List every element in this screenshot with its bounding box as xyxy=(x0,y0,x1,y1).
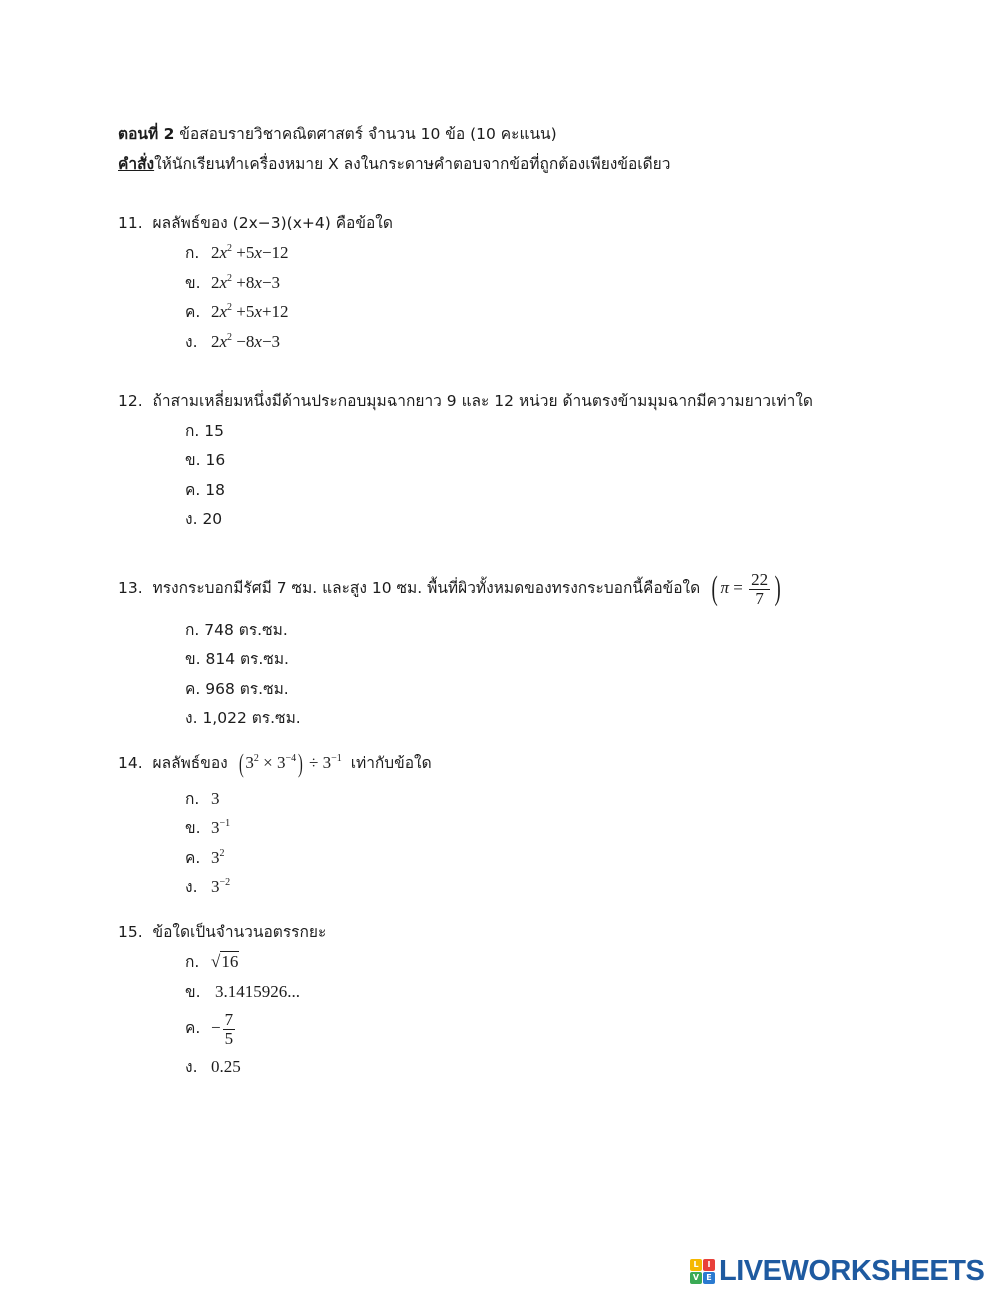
choice-label: ข. xyxy=(185,650,201,668)
choice-15-a[interactable] xyxy=(185,952,239,972)
choice-value: 20 xyxy=(202,510,223,528)
choice-label: ข. xyxy=(185,983,201,1001)
choice-label: ง. xyxy=(185,709,198,727)
question-number: 11. xyxy=(118,214,143,232)
choice-value: 1,022 ตร.ซม. xyxy=(202,709,301,727)
choice-11-b[interactable] xyxy=(185,273,280,293)
choice-label: ก. xyxy=(185,621,200,639)
power-expression: ( $3^2 \times 3^{-4}) \div 3^{-1}$ xyxy=(238,749,342,779)
choice-expression: 0.25 xyxy=(211,1057,241,1076)
choice-value: 814 ตร.ซม. xyxy=(205,650,289,668)
question-text-before: ผลลัพธ์ของ xyxy=(152,754,228,772)
question-number: 14. xyxy=(118,754,143,772)
choice-label: ค. xyxy=(185,680,201,698)
part-label: ตอนที่ 2 xyxy=(118,125,175,143)
choice-label: ค. xyxy=(185,481,201,499)
choice-13-c[interactable] xyxy=(185,679,289,699)
question-12 xyxy=(118,391,813,411)
choice-14-d[interactable] xyxy=(185,877,230,897)
choice-expression: $2x^2 +8x-3$ xyxy=(211,273,281,292)
choice-expression: $2x^2 -8x-3$ xyxy=(211,332,281,351)
question-text-after: เท่ากับข้อใด xyxy=(350,754,432,772)
choice-expression: $2x^2 +5x+12$ xyxy=(211,302,289,321)
question-15 xyxy=(118,922,326,942)
choice-value: 15 xyxy=(204,422,224,440)
choice-label: ค. xyxy=(185,1019,201,1037)
choice-label: ง. xyxy=(185,1058,198,1076)
choice-expression: 3 xyxy=(211,789,220,808)
choice-11-a[interactable] xyxy=(185,243,289,263)
question-13 xyxy=(118,566,783,610)
choice-expression: $3^{-2}$ xyxy=(211,877,231,896)
choice-14-a[interactable] xyxy=(185,789,220,809)
question-text: ถ้าสามเหลี่ยมหนึ่งมีด้านประกอบมุมฉากยาว 9 และ 12 หน่วย ด้านตรงข้ามมุมฉากมีความยาวเท่าใด xyxy=(152,392,813,410)
choice-label: ก. xyxy=(185,244,200,262)
choice-13-a[interactable] xyxy=(185,620,288,640)
choice-12-b[interactable] xyxy=(185,450,225,470)
choice-label: ง. xyxy=(185,510,198,528)
instruction xyxy=(118,154,670,174)
choice-12-a[interactable] xyxy=(185,421,224,441)
choice-label: ข. xyxy=(185,451,201,469)
question-number: 12. xyxy=(118,392,143,410)
choice-value: 968 ตร.ซม. xyxy=(205,680,289,698)
question-number: 15. xyxy=(118,923,143,941)
question-14 xyxy=(118,748,432,778)
choice-expression: 3.1415926... xyxy=(215,982,300,1001)
choice-expression: $3^2$ xyxy=(211,848,225,867)
choice-12-c[interactable] xyxy=(185,480,225,500)
choice-11-d[interactable] xyxy=(185,332,280,352)
choice-15-b[interactable] xyxy=(185,982,300,1002)
question-number: 13. xyxy=(118,579,143,597)
choice-label: ค. xyxy=(185,849,201,867)
question-text: ผลลัพธ์ของ (2x−3)(x+4) คือข้อใด xyxy=(152,214,393,232)
logo-text: LIVEWORKSHEETS xyxy=(719,1254,985,1287)
choice-label: ก. xyxy=(185,790,200,808)
choice-value: 748 ตร.ซม. xyxy=(204,621,288,639)
choice-label: ค. xyxy=(185,303,201,321)
choice-label: ข. xyxy=(185,819,201,837)
part-heading xyxy=(118,124,557,144)
logo-mark-icon: L I V E xyxy=(690,1259,715,1284)
choice-value: 18 xyxy=(205,481,225,499)
question-text: ข้อใดเป็นจำนวนอตรรกยะ xyxy=(152,923,327,941)
choice-15-c[interactable] xyxy=(185,1008,237,1048)
choice-13-b[interactable] xyxy=(185,649,289,669)
choice-13-d[interactable] xyxy=(185,708,301,728)
choice-expression: − $\frac{7}{5}$ xyxy=(211,1009,234,1048)
liveworksheets-logo xyxy=(690,1254,984,1288)
choice-expression: √16 xyxy=(211,952,239,971)
choice-14-c[interactable] xyxy=(185,848,225,868)
part-description: ข้อสอบรายวิชาคณิตศาสตร์ จำนวน 10 ข้อ (10 คะแนน) xyxy=(174,125,557,143)
choice-expression: $3^{-1}$ xyxy=(211,818,231,837)
choice-label: ข. xyxy=(185,274,201,292)
instruction-text: ให้นักเรียนทำเครื่องหมาย X ลงในกระดาษคำตอบจากข้อที่ถูกต้องเพียงข้อเดียว xyxy=(154,155,671,173)
choice-15-d[interactable] xyxy=(185,1057,241,1077)
choice-value: 16 xyxy=(205,451,226,469)
choice-label: ก. xyxy=(185,953,200,971)
choice-label: ง. xyxy=(185,333,198,351)
choice-14-b[interactable] xyxy=(185,818,230,838)
question-text: ทรงกระบอกมีรัศมี 7 ซม. และสูง 10 ซม. พื้นที่ผิวทั้งหมดของทรงกระบอกนี้คือข้อใด xyxy=(152,579,701,597)
pi-formula: ( π = $\frac{22}{7}$ ) xyxy=(711,569,781,608)
choice-label: ง. xyxy=(185,878,198,896)
choice-11-c[interactable] xyxy=(185,302,289,322)
choice-label: ก. xyxy=(185,422,200,440)
choice-expression: $2x^2 +5x-12$ xyxy=(211,243,289,262)
choice-12-d[interactable] xyxy=(185,509,222,529)
instruction-label: คำสั่ง xyxy=(118,155,155,173)
question-11 xyxy=(118,213,393,233)
